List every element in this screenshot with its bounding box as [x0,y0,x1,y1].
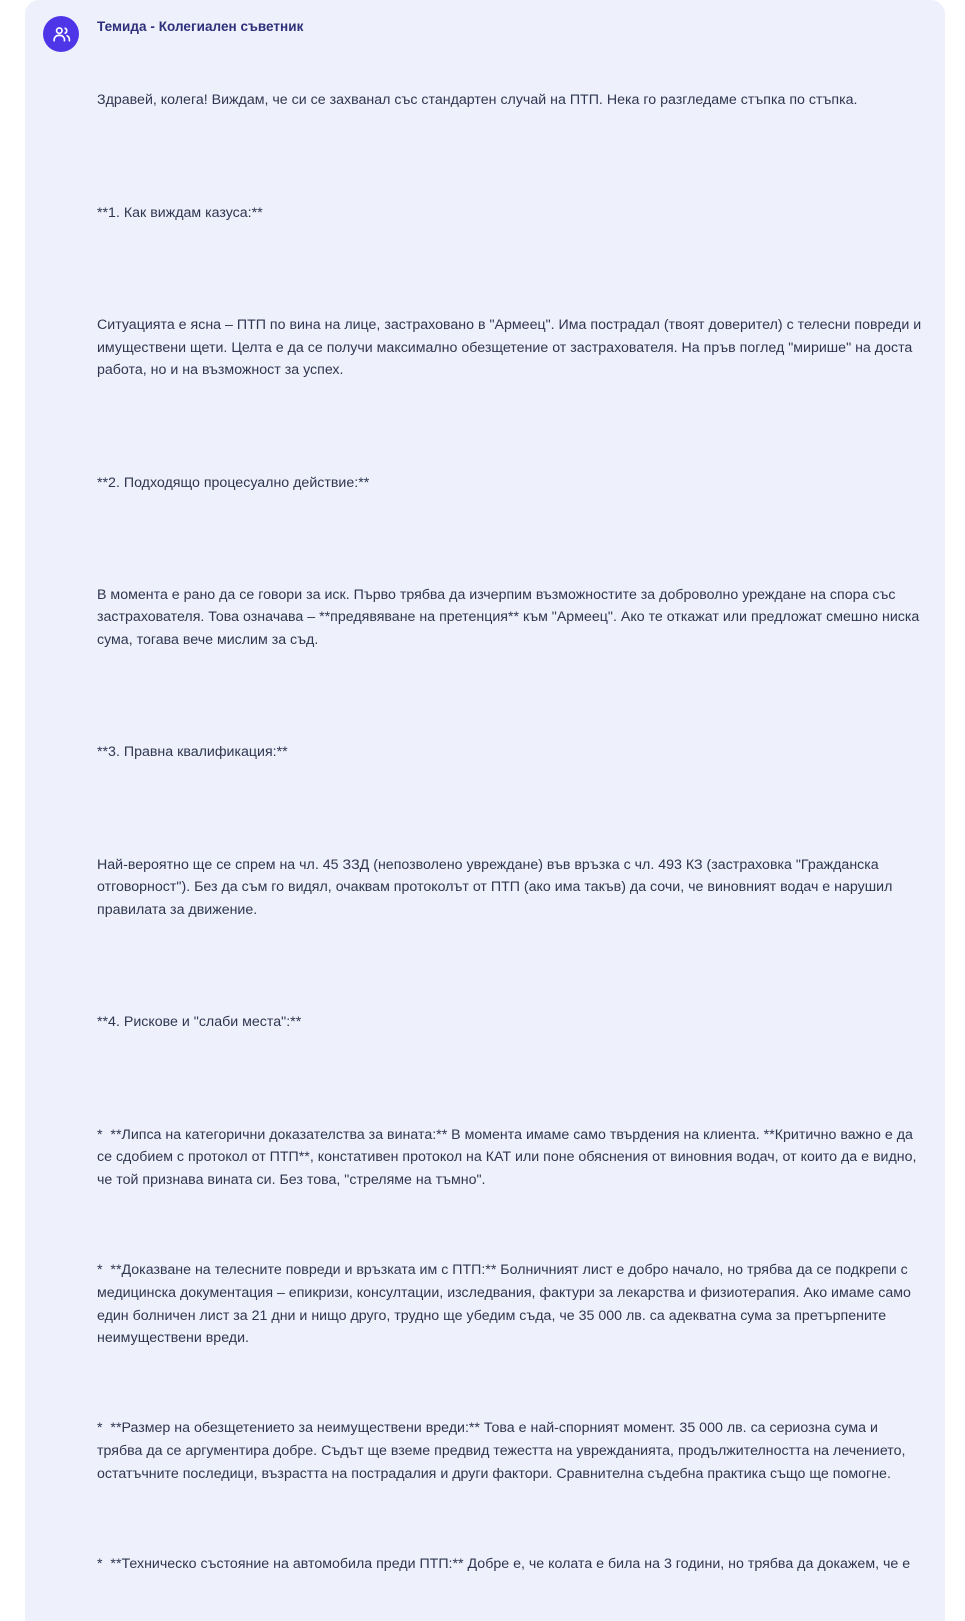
paragraph-1: Ситуацията е ясна – ПТП по вина на лице, застраховано в "Армеец". Има пострадал (твоят доверител) с телесни повреди и имуществени щети. Целта е да се получи максимално обезщетение от застрахователя. На пръв поглед "мирише" на доста работа, но и на възможност за успех. [97,316,926,379]
heading-3: **3. Правна квалификация:** [97,744,288,761]
heading-4: **4. Рискове и "слаби места":** [97,1014,302,1031]
paragraph-3: Най-вероятно ще се спрем на чл. 45 ЗЗД (непозволено увреждане) във връзка с чл. 493 КЗ (застраховка "Гражданска отговорност"). Без да съм го видял, очаквам протоколът от ПТП (ако има такъв) да сочи, че виновният водач е нарушил правилата за движение. [97,856,897,918]
message-text [97,44,926,1621]
message-row [25,0,945,1621]
sender-name: Темида - Колегиален съветник [97,19,304,34]
message-body [97,14,945,1621]
heading-1: **1. Как виждам казуса:** [97,204,263,221]
paragraph-greeting: Здравей, колега! Виждам, че си се захванал със стандартен случай на ПТП. Нека го разгледаме стъпка по стъпка. [97,92,858,109]
bullet-item-4: * **Техническо състояние на автомобила преди ПТП:** Добре е, че колата е била на 3 години, но трябва да докажем, че е [97,1556,911,1573]
avatar [43,16,79,52]
bullet-item-2: * **Доказване на телесните повреди и връзката им с ПТП:** Болничният лист е добро начало, но трябва да се подкрепи с медицинска документация – епикризи, консултации, изследвания, фактури за лекарства и физиотерапия. Ако имаме само един болничен лист за 21 дни и нищо друго, трудно ще убедим съда, че 35 000 лв. са адекватна сума за претърпените неимуществени вреди. [97,1262,915,1347]
heading-2: **2. Подходящо процесуално действие:** [97,474,370,491]
bullet-item-1: * **Липса на категорични доказателства за вината:** В момента имаме само твърдения на клиента. **Критично важно е да се сдобием с протокол от ПТП**, констативен протокол на КАТ или поне обяснения от виновния водач, от които да е видно, че той признава вината си. Без това, "стреляме на тъмно". [97,1126,921,1188]
assistant-message-card [25,0,945,1621]
bullet-item-3: * **Размер на обезщетението за неимуществени вреди:** Това е най-спорният момент. 35 000 лв. са сериозна сума и трябва да се аргументира добре. Съдът ще вземе предвид тежестта на уврежданията, продължителността на лечението, остатъчните последици, възрастта на пострадалия и други фактори. Сравнителна съдебна практика също ще помогне. [97,1420,910,1482]
users-icon [51,24,72,45]
paragraph-2: В момента е рано да се говори за иск. Първо трябва да изчерпим възможностите за доброволно уреждане на спора със застрахователя. Това означава – **предявяване на претенция** към "Армеец". Ако те откажат или предложат смешно ниска сума, тогава вече мислим за съд. [97,586,924,649]
